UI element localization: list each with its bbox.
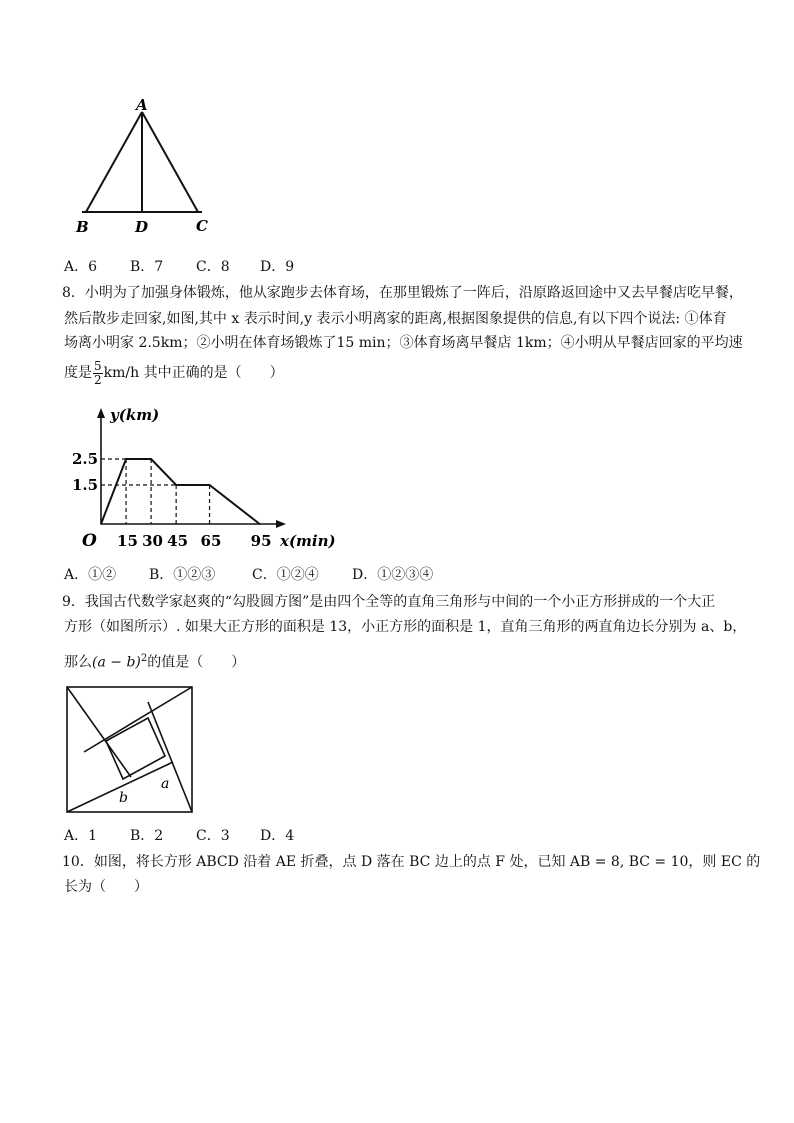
x-tick-label: 30 [142,532,163,550]
x-axis-label: x(min) [280,532,336,550]
q8-option-c[interactable]: C．①②④ [252,567,319,583]
pythagoras-square-figure [64,684,196,816]
q7-option-a[interactable]: A．6 [64,259,98,275]
fraction-numerator: 5 [94,358,102,373]
q9-option-d[interactable]: D．4 [260,828,295,844]
q8-line-2: 然后散步走回家,如图,其中 x 表示时间,y 表示小明离家的距离,根据图象提供的信息,有以下四个说法: ①体育 [64,311,727,327]
vertex-b-label: B [76,218,89,236]
q7-option-b[interactable]: B．7 [130,259,164,275]
q10-line-1: 10．如图，将长方形 ABCD 沿着 AE 折叠，点 D 落在 BC 边上的点 F 处，已知 AB = 8, BC = 10，则 EC 的 [62,854,761,870]
q7-option-c[interactable]: C．8 [196,259,230,275]
distance-time-chart [60,398,340,556]
x-tick-label: 45 [167,532,189,550]
data-point [150,458,152,460]
q8-options [64,565,433,585]
q7-options [64,257,294,277]
triangle-figure [72,94,222,240]
q8-option-d[interactable]: D．①②③④ [352,567,434,583]
q8-line-4-post: km/h 其中正确的是（ ） [103,365,284,381]
q10-line-2: 长为（ ） [64,879,148,895]
q9-options [64,826,294,846]
q8-line-1: 8．小明为了加强身体锻炼，他从家跑步去体育场，在那里锻炼了一阵后，沿原路返回途中又去早餐店吃早餐， [62,285,743,301]
x-axis-arrow [276,520,286,528]
y-tick-label: 2.5 [72,450,99,468]
y-tick-label: 1.5 [72,476,99,494]
q8-speed-fraction [93,360,103,387]
q7-option-d[interactable]: D．9 [260,259,295,275]
y-axis-arrow [97,408,105,418]
q8-option-a[interactable]: A．①② [64,567,117,583]
fraction-denominator: 2 [94,372,102,387]
vertex-c-label: C [196,217,208,235]
q8-option-b[interactable]: B．①②③ [149,567,216,583]
side-a-label: a [161,776,170,792]
q8-line-3: 场离小明家 2.5km；②小明在体育场锻炼了15 min；③体育场离早餐店 1km；④小明从早餐店回家的平均速 [64,335,743,351]
data-point [100,523,102,525]
q9-line-2: 方形（如图所示）. 如果大正方形的面积是 13，小正方形的面积是 1，直角三角形的两直角边长分别为 a、b， [64,619,747,635]
data-point [125,458,127,460]
origin-label: O [82,531,97,551]
q9-line-3 [64,649,245,673]
q9-option-b[interactable]: B．2 [130,828,164,844]
side-b-label: b [119,790,128,806]
data-point [209,484,211,486]
q8-line-4-pre: 度是 [64,365,92,381]
vertex-a-label: A [136,96,148,114]
q9-line-3-pre: 那么 [64,654,92,671]
q9-line-1: 9．我国古代数学家赵爽的“勾股圆方图”是由四个全等的直角三角形与中间的一个小正方形拼成的一个大正 [62,594,716,610]
vertex-d-label: D [135,218,149,236]
data-line [101,459,260,524]
x-tick-label: 95 [250,532,272,550]
q8-line-4 [64,358,284,388]
y-axis-label: y(km) [110,406,160,424]
data-point [259,523,261,525]
x-tick-label: 65 [200,532,222,550]
q9-expression: (a − b) [92,654,141,671]
q9-option-c[interactable]: C．3 [196,828,230,844]
x-tick-label: 15 [117,532,138,550]
q9-exponent: 2 [140,653,148,664]
q9-option-a[interactable]: A．1 [64,828,98,844]
data-point [175,484,177,486]
q9-line-3-post: 的值是（ ） [147,654,246,671]
